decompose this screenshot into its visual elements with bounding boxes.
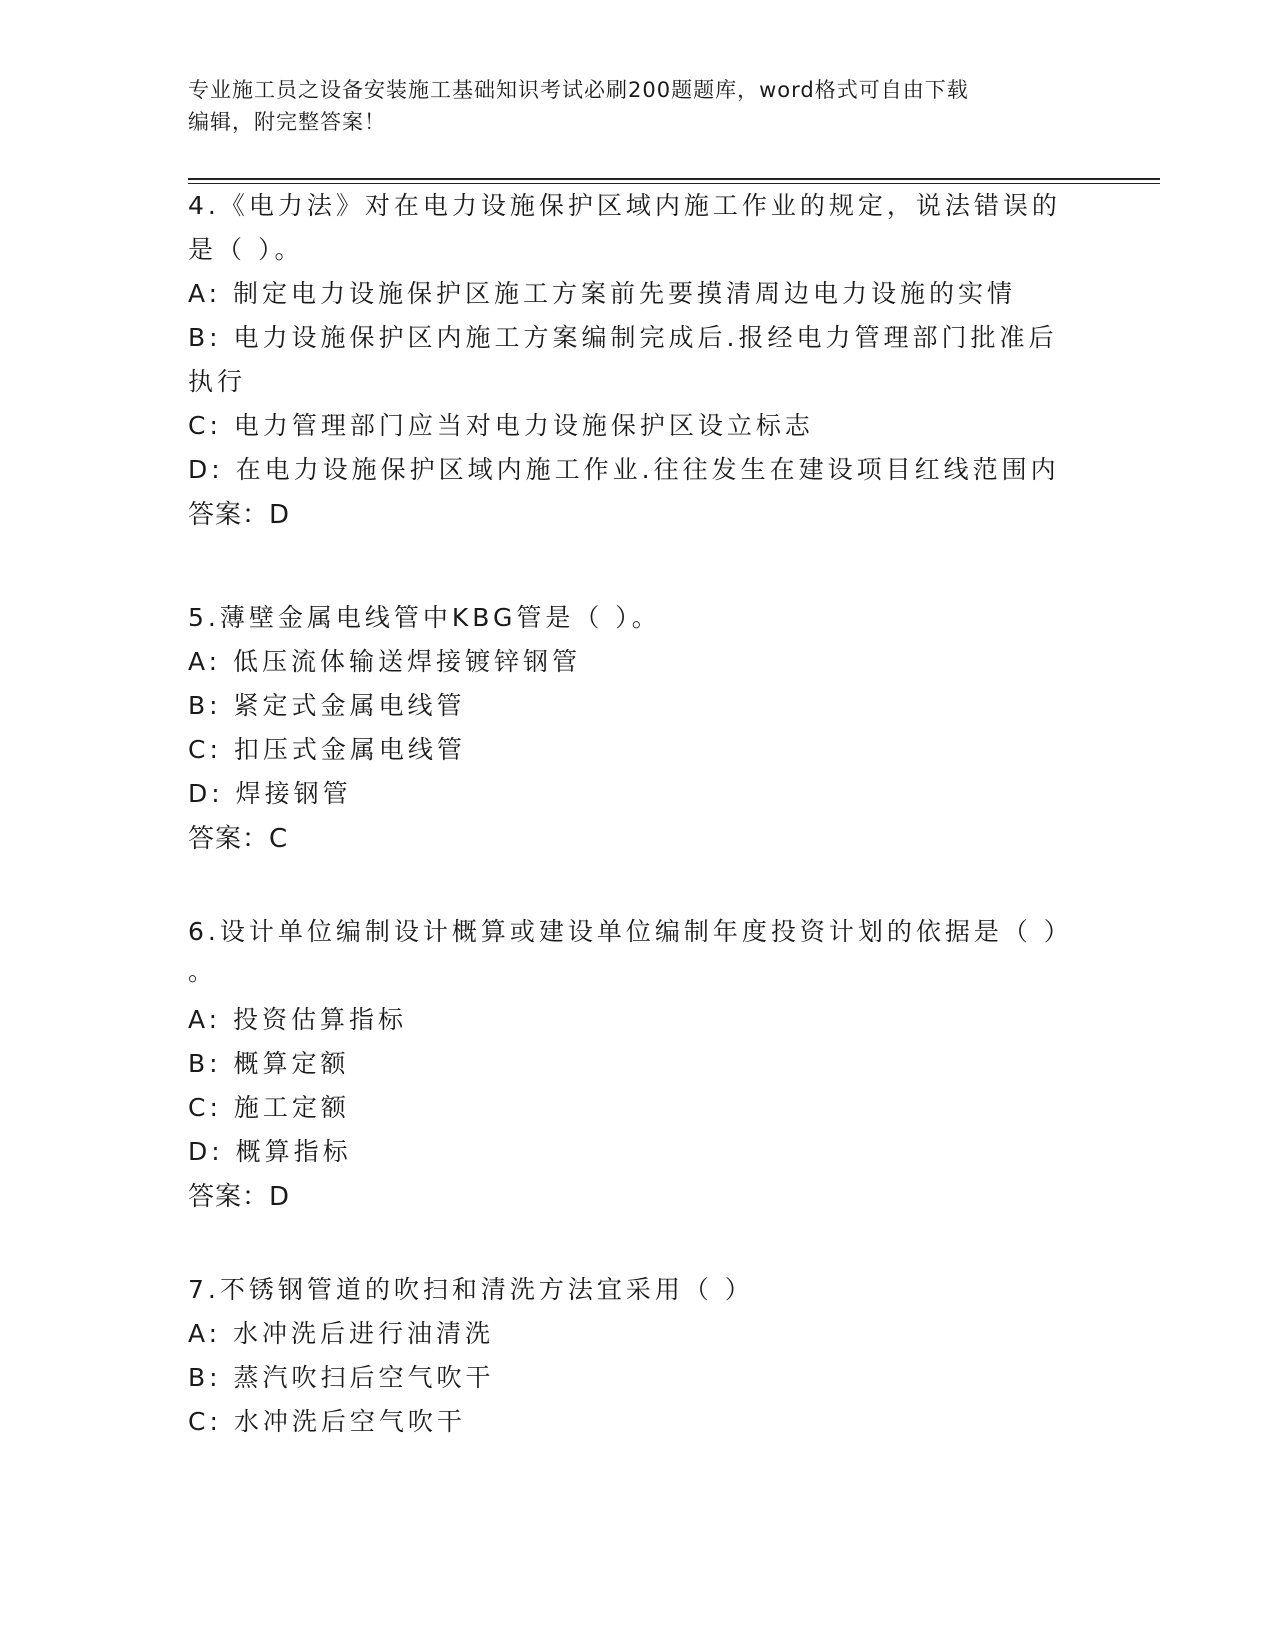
answer: 答案：D: [188, 1182, 291, 1212]
question-stem: 5.薄壁金属电线管中KBG管是（ ）。: [188, 603, 661, 632]
question-stem: 4.《电力法》对在电力设施保护区域内施工作业的规定，说法错误的: [188, 191, 1061, 220]
header-divider-thin: [188, 183, 1160, 184]
question-stem: 。: [188, 957, 218, 986]
option-b: B: 电力设施保护区内施工方案编制完成后.报经电力管理部门批准后: [188, 323, 1058, 352]
option-b-continued: 执行: [188, 367, 247, 396]
header-line-1: 专业施工员之设备安装施工基础知识考试必刷200题题库，word格式可自由下载: [188, 78, 969, 102]
option-d: D: 在电力设施保护区域内施工作业.往往发生在建设项目红线范围内: [188, 455, 1060, 484]
option-a: A: 制定电力设施保护区施工方案前先要摸清周边电力设施的实情: [188, 279, 1017, 308]
question-stem: 6.设计单位编制设计概算或建设单位编制年度投资计划的依据是（ ）: [188, 917, 1073, 946]
option-b: B: 概算定额: [188, 1049, 350, 1078]
option-a: A: 低压流体输送焊接镀锌钢管: [188, 647, 582, 676]
option-d: D: 概算指标: [188, 1137, 352, 1166]
option-c: C: 施工定额: [188, 1093, 350, 1122]
option-c: C: 扣压式金属电线管: [188, 735, 466, 764]
option-a: A: 水冲洗后进行油清洗: [188, 1319, 495, 1348]
option-a: A: 投资估算指标: [188, 1005, 408, 1034]
header-line-2: 编辑，附完整答案！: [188, 110, 386, 134]
option-c: C: 水冲洗后空气吹干: [188, 1407, 466, 1436]
option-b: B: 蒸汽吹扫后空气吹干: [188, 1363, 495, 1392]
document-header: [188, 74, 1068, 138]
option-b: B: 紧定式金属电线管: [188, 691, 466, 720]
option-d: D: 焊接钢管: [188, 779, 352, 808]
question-stem: 7.不锈钢管道的吹扫和清洗方法宜采用（ ）: [188, 1275, 754, 1304]
header-divider: [188, 178, 1160, 180]
question-stem: 是（ ）。: [188, 235, 304, 264]
answer: 答案：D: [188, 500, 291, 530]
answer: 答案：C: [188, 824, 289, 854]
option-c: C: 电力管理部门应当对电力设施保护区设立标志: [188, 411, 814, 440]
